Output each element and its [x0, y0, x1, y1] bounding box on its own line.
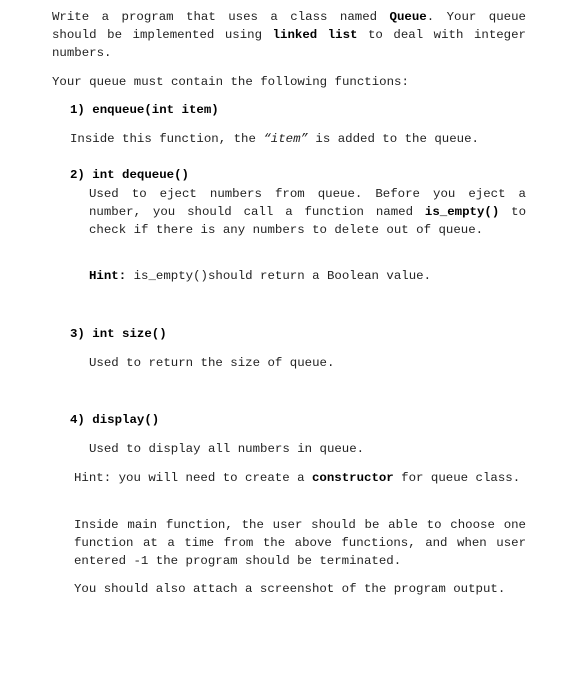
intro-text-mid: . Your queue should be implemented using	[52, 10, 526, 43]
function-2-description	[89, 185, 526, 240]
function-3-heading: 3) int size()	[70, 327, 167, 341]
function-1-desc-end: is added to the queue.	[307, 132, 479, 146]
function-2-desc-end: to check if there is any numbers to delete out of queue.	[89, 205, 527, 238]
function-4-heading: 4) display()	[70, 413, 160, 427]
class-name: Queue	[389, 10, 427, 24]
function-2-heading: 2) int dequeue()	[70, 168, 189, 182]
intro-text-end: to deal with integer numbers.	[52, 28, 526, 61]
function-2-hint	[89, 267, 526, 285]
function-1-heading: 1) enqueue(int item)	[70, 103, 219, 117]
function-1-desc-text: Inside this function, the	[70, 132, 264, 146]
screenshot-paragraph: You should also attach a screenshot of the program output.	[74, 582, 506, 596]
linked-list-term: linked list	[272, 28, 358, 43]
constructor-term: constructor	[311, 471, 394, 485]
intro-text: Write a program that uses a class named	[52, 10, 390, 24]
intro-paragraph	[52, 8, 526, 63]
main-function-paragraph: Inside main function, the user should be able to choose one function at a time from the above functions, and when user entered -1 the program should be terminated.	[74, 518, 526, 569]
hint-text: is_empty()should return a Boolean value.	[126, 269, 432, 283]
function-3-description: Used to return the size of queue.	[89, 356, 335, 370]
hint-label: Hint:	[89, 269, 127, 283]
function-1-description	[70, 130, 526, 148]
constructor-hint-text: Hint: you will need to create a	[74, 471, 312, 485]
constructor-hint-end: for queue class.	[393, 471, 521, 485]
item-term: “item”	[263, 132, 308, 146]
function-2-desc-text: Used to eject numbers from queue. Before you eject a number, you should call a function named	[89, 187, 526, 220]
functions-intro: Your queue must contain the following functions:	[52, 75, 409, 89]
constructor-hint	[74, 469, 526, 487]
function-4-description: Used to display all numbers in queue.	[89, 442, 365, 456]
is-empty-term: is_empty()	[424, 205, 500, 220]
